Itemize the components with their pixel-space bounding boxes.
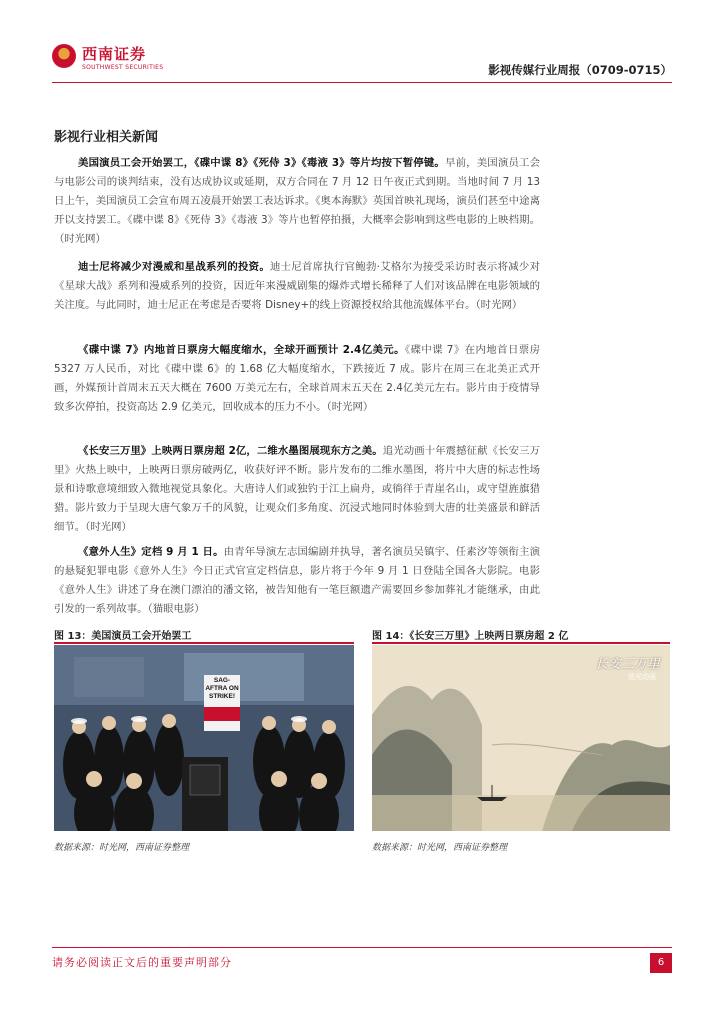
- news-body: 《碟中谍 7》在内地首日票房 5327 万人民币，对比《碟中谍 6》的 1.68 亿大幅度缩水，下跌接近 7 成。影片在周三在北美正式开画，外媒预计首周末五天大概在 7600 万美元左右，全球首周末五天在 2.4亿美元左右。影片由于疫情导致多次停拍，投资高达 2.9 亿美元，回收成本的压力不小。（时光网）: [54, 344, 541, 413]
- section-title: 影视行业相关新闻: [54, 130, 159, 145]
- report-title: 影视传媒行业周报（0709-0715）: [488, 63, 672, 77]
- news-body: 由青年导演左志国编剧并执导，著名演员吴镇宇、任素汐等领衔主演的悬疑犯罪电影《意外人生》今日正式官宣定档信息，影片将于今年 9 月 1 日登陆全国各大影院。电影《意外人生》讲述了身在澳门漂泊的潘文铭，被告知他有一笔巨额遗产需要回乡参加葬礼才能继承，由此引发的一系列故事。（猫眼电影）: [54, 546, 541, 615]
- news-body: 迪士尼首席执行官鲍勃·艾格尔为接受采访时表示将减少对《星球大战》系列和漫威系列的投资，因近年来漫威剧集的爆炸式增长稀释了人们对该品牌在电影领域的关注度。与此同时，迪士尼正在考虑是否要将 Disney+的线上资源授权给其他流媒体平台。（时光网）: [54, 261, 540, 311]
- news-headline: 《意外人生》定档 9 月 1 日。: [78, 546, 224, 558]
- page-header: [52, 40, 672, 82]
- company-name: 西南证券: [82, 45, 147, 63]
- figure-13-rule: [54, 642, 354, 644]
- news-item: [54, 154, 540, 249]
- footer-divider: [52, 947, 672, 948]
- studio-logo-text: 追光动画: [628, 673, 656, 681]
- figure-13-caption: 图 13：美国演员工会开始罢工: [54, 631, 192, 642]
- news-headline: 迪士尼将减少对漫威和星战系列的投资。: [78, 261, 271, 273]
- news-item: [54, 543, 540, 619]
- figure-14-rule: [372, 642, 670, 644]
- news-headline: 《碟中谍 7》内地首日票房大幅度缩水，全球开画预计 2.4亿美元。: [78, 344, 405, 356]
- page-number: 6: [650, 953, 672, 973]
- news-body: 追光动画十年震撼征献《长安三万里》火热上映中，上映两日票房破两亿，收获好评不断。影片发布的二维水墨图，将片中大唐的标志性场景和诗歌意境细致入微地视觉具象化。大唐诗人们或独钓于江上扁舟，或徜徉于青崖名山，或守望旌旗猎猎。影片致力于呈现大唐气象万千的风貌，让观众们多角度、沉浸式地同时体验到大唐的壮美盛景和鲜活细节。（时光网）: [54, 445, 540, 533]
- company-name-en: SOUTHWEST SECURITIES: [82, 64, 164, 71]
- figure-14-source: 数据来源：时光网，西南证券整理: [372, 843, 508, 853]
- film-title-logo: 长安三万里: [594, 657, 660, 672]
- news-item: [54, 442, 540, 537]
- disclaimer-notice: 请务必阅读正文后的重要声明部分: [52, 956, 232, 969]
- header-divider: [52, 82, 672, 83]
- strike-sign-text: SAG-AFTRA ON STRIKE!: [205, 677, 239, 700]
- news-item: [54, 258, 540, 315]
- figure-13-photo: [54, 645, 354, 831]
- figure-14-painting: [372, 645, 670, 831]
- company-logo-icon: [52, 44, 76, 68]
- figure-14-caption: 图 14：《长安三万里》上映两日票房超 2 亿: [372, 631, 569, 642]
- figure-13-source: 数据来源：时光网，西南证券整理: [54, 843, 190, 853]
- news-headline: 美国演员工会开始罢工，《碟中谍 8》《死侍 3》《毒液 3》等片均按下暂停键。: [78, 157, 445, 169]
- news-body: 早前，美国演员工会与电影公司的谈判结束，没有达成协议或延期，双方合同在 7 月 12 日午夜正式到期。当地时间 7 月 13 日上午，美国演员工会宣布周五凌晨开始罢工表达诉求。《奥本海默》英国首映礼现场，演员们甚至中途离开以支持罢工。《碟中谍 8》《死侍 3》《毒液 3》等片也暂停拍摄，大概率会影响到这些电影的上映档期。（时光网）: [54, 157, 540, 245]
- news-headline: 《长安三万里》上映两日票房超 2亿，二维水墨图展现东方之美。: [78, 445, 383, 457]
- news-item: [54, 341, 540, 417]
